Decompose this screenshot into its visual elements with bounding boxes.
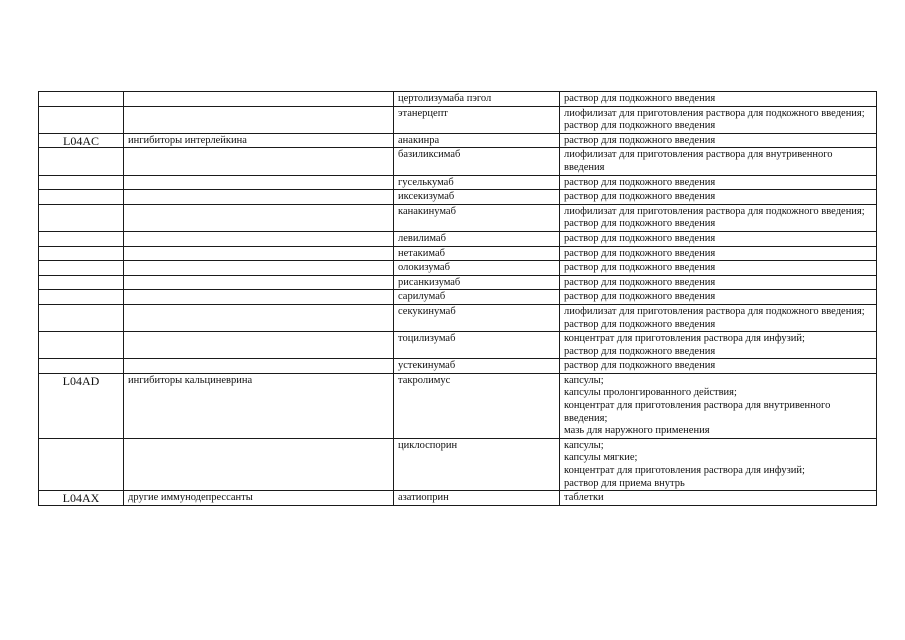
dosage-forms-cell bbox=[560, 438, 877, 490]
dosage-forms-cell bbox=[560, 175, 877, 190]
pharmacological-group-cell bbox=[124, 359, 394, 374]
dosage-form-item: раствор для подкожного введения bbox=[564, 318, 716, 330]
table-row bbox=[39, 359, 877, 374]
atc-code-cell bbox=[39, 246, 124, 261]
pharmacological-group-cell bbox=[124, 438, 394, 490]
pharmacological-group-cell bbox=[124, 106, 394, 133]
dosage-forms-cell bbox=[560, 491, 877, 506]
drug-name-cell: иксекизумаб bbox=[394, 190, 560, 205]
dosage-form-item: раствор для подкожного введения bbox=[564, 93, 716, 104]
dosage-forms-cell bbox=[560, 275, 877, 290]
table-body bbox=[39, 92, 877, 506]
atc-code-cell bbox=[39, 438, 124, 490]
table-row bbox=[39, 290, 877, 305]
dosage-forms-cell bbox=[560, 231, 877, 246]
dosage-form-item: концентрат для приготовления раствора для инфузий; bbox=[564, 333, 805, 345]
drug-name-cell: гуселькумаб bbox=[394, 175, 560, 190]
table-row bbox=[39, 106, 877, 133]
atc-code-cell: L04AX bbox=[39, 491, 124, 506]
drug-name-cell: такролимус bbox=[394, 373, 560, 438]
dosage-form-item: мазь для наружного применения bbox=[564, 425, 710, 437]
atc-code-cell bbox=[39, 204, 124, 231]
dosage-form-item: лиофилизат для приготовления раствора для внутривенного введения bbox=[564, 149, 833, 173]
pharmacological-group-cell bbox=[124, 304, 394, 331]
drug-name-cell: цертолизумаба пэгол bbox=[394, 92, 560, 107]
atc-code-cell bbox=[39, 106, 124, 133]
table-row bbox=[39, 261, 877, 276]
dosage-form-item: капсулы; bbox=[564, 439, 604, 451]
drug-name-cell: тоцилизумаб bbox=[394, 332, 560, 359]
pharmacological-group-cell bbox=[124, 204, 394, 231]
atc-code-cell bbox=[39, 92, 124, 107]
dosage-form-item: лиофилизат для приготовления раствора для подкожного введения; bbox=[564, 205, 865, 217]
dosage-form-item: капсулы пролонгированного действия; bbox=[564, 387, 737, 399]
atc-code-cell bbox=[39, 261, 124, 276]
table-row bbox=[39, 190, 877, 205]
drug-name-cell: олокизумаб bbox=[394, 261, 560, 276]
table-row bbox=[39, 332, 877, 359]
dosage-forms-cell bbox=[560, 133, 877, 148]
dosage-form-item: раствор для приема внутрь bbox=[564, 477, 685, 489]
atc-code-cell bbox=[39, 175, 124, 190]
atc-code-cell bbox=[39, 231, 124, 246]
drug-name-cell: секукинумаб bbox=[394, 304, 560, 331]
drug-name-cell: канакинумаб bbox=[394, 204, 560, 231]
atc-code-cell: L04AC bbox=[39, 133, 124, 148]
table-row bbox=[39, 491, 877, 506]
dosage-forms-cell bbox=[560, 106, 877, 133]
dosage-form-item: раствор для подкожного введения bbox=[564, 218, 716, 230]
dosage-forms-cell bbox=[560, 304, 877, 331]
pharmacological-group-cell bbox=[124, 175, 394, 190]
drug-name-cell: циклоспорин bbox=[394, 438, 560, 490]
table-row bbox=[39, 373, 877, 438]
table-row bbox=[39, 438, 877, 490]
pharmacological-group-cell: другие иммунодепрессанты bbox=[124, 491, 394, 506]
pharmacological-group-cell bbox=[124, 290, 394, 305]
dosage-form-item: раствор для подкожного введения bbox=[564, 191, 716, 203]
dosage-form-item: концентрат для приготовления раствора для инфузий; bbox=[564, 465, 805, 477]
pharmacological-group-cell: ингибиторы кальциневрина bbox=[124, 373, 394, 438]
dosage-form-item: раствор для подкожного введения bbox=[564, 134, 716, 146]
dosage-form-item: раствор для подкожного введения bbox=[564, 345, 716, 357]
dosage-forms-cell bbox=[560, 190, 877, 205]
pharmacological-group-cell bbox=[124, 231, 394, 246]
drug-name-cell: рисанкизумаб bbox=[394, 275, 560, 290]
dosage-form-item: капсулы; bbox=[564, 374, 604, 386]
dosage-form-item: раствор для подкожного введения bbox=[564, 247, 716, 259]
dosage-forms-cell bbox=[560, 92, 877, 107]
drug-table bbox=[38, 91, 877, 506]
drug-name-cell: базиликсимаб bbox=[394, 148, 560, 175]
table-row bbox=[39, 175, 877, 190]
dosage-form-item: раствор для подкожного введения bbox=[564, 291, 716, 303]
dosage-forms-cell bbox=[560, 204, 877, 231]
drug-name-cell: сарилумаб bbox=[394, 290, 560, 305]
atc-code-cell bbox=[39, 359, 124, 374]
table-row bbox=[39, 148, 877, 175]
dosage-forms-cell bbox=[560, 246, 877, 261]
pharmacological-group-cell bbox=[124, 261, 394, 276]
atc-code-cell bbox=[39, 190, 124, 205]
atc-code-cell bbox=[39, 304, 124, 331]
drug-name-cell: анакинра bbox=[394, 133, 560, 148]
table-row bbox=[39, 133, 877, 148]
atc-code-cell bbox=[39, 148, 124, 175]
dosage-forms-cell bbox=[560, 148, 877, 175]
dosage-form-item: лиофилизат для приготовления раствора для подкожного введения; bbox=[564, 305, 865, 317]
drug-name-cell: нетакимаб bbox=[394, 246, 560, 261]
atc-code-cell: L04AD bbox=[39, 373, 124, 438]
drug-name-cell: устекинумаб bbox=[394, 359, 560, 374]
pharmacological-group-cell bbox=[124, 332, 394, 359]
table-row bbox=[39, 92, 877, 107]
dosage-forms-cell bbox=[560, 261, 877, 276]
table-row bbox=[39, 275, 877, 290]
dosage-forms-cell bbox=[560, 290, 877, 305]
dosage-forms-cell bbox=[560, 373, 877, 438]
pharmacological-group-cell bbox=[124, 92, 394, 107]
pharmacological-group-cell bbox=[124, 190, 394, 205]
atc-code-cell bbox=[39, 275, 124, 290]
drug-name-cell: азатиоприн bbox=[394, 491, 560, 506]
dosage-form-item: капсулы мягкие; bbox=[564, 452, 638, 464]
dosage-form-item: концентрат для приготовления раствора для внутривенного введения; bbox=[564, 400, 831, 424]
drug-name-cell: левилимаб bbox=[394, 231, 560, 246]
drug-name-cell: этанерцепт bbox=[394, 106, 560, 133]
dosage-forms-cell bbox=[560, 359, 877, 374]
pharmacological-group-cell bbox=[124, 148, 394, 175]
dosage-form-item: раствор для подкожного введения bbox=[564, 276, 716, 288]
pharmacological-group-cell bbox=[124, 246, 394, 261]
dosage-forms-cell bbox=[560, 332, 877, 359]
table-row bbox=[39, 204, 877, 231]
dosage-form-item: раствор для подкожного введения bbox=[564, 232, 716, 244]
table-row bbox=[39, 304, 877, 331]
atc-code-cell bbox=[39, 290, 124, 305]
pharmacological-group-cell: ингибиторы интерлейкина bbox=[124, 133, 394, 148]
dosage-form-item: раствор для подкожного введения bbox=[564, 262, 716, 274]
atc-code-cell bbox=[39, 332, 124, 359]
dosage-form-item: раствор для подкожного введения bbox=[564, 360, 716, 372]
dosage-form-item: раствор для подкожного введения bbox=[564, 120, 716, 132]
dosage-form-item: таблетки bbox=[564, 492, 604, 504]
dosage-form-item: лиофилизат для приготовления раствора для подкожного введения; bbox=[564, 107, 865, 119]
dosage-form-item: раствор для подкожного введения bbox=[564, 176, 716, 188]
pharmacological-group-cell bbox=[124, 275, 394, 290]
table-row bbox=[39, 246, 877, 261]
table-row bbox=[39, 231, 877, 246]
